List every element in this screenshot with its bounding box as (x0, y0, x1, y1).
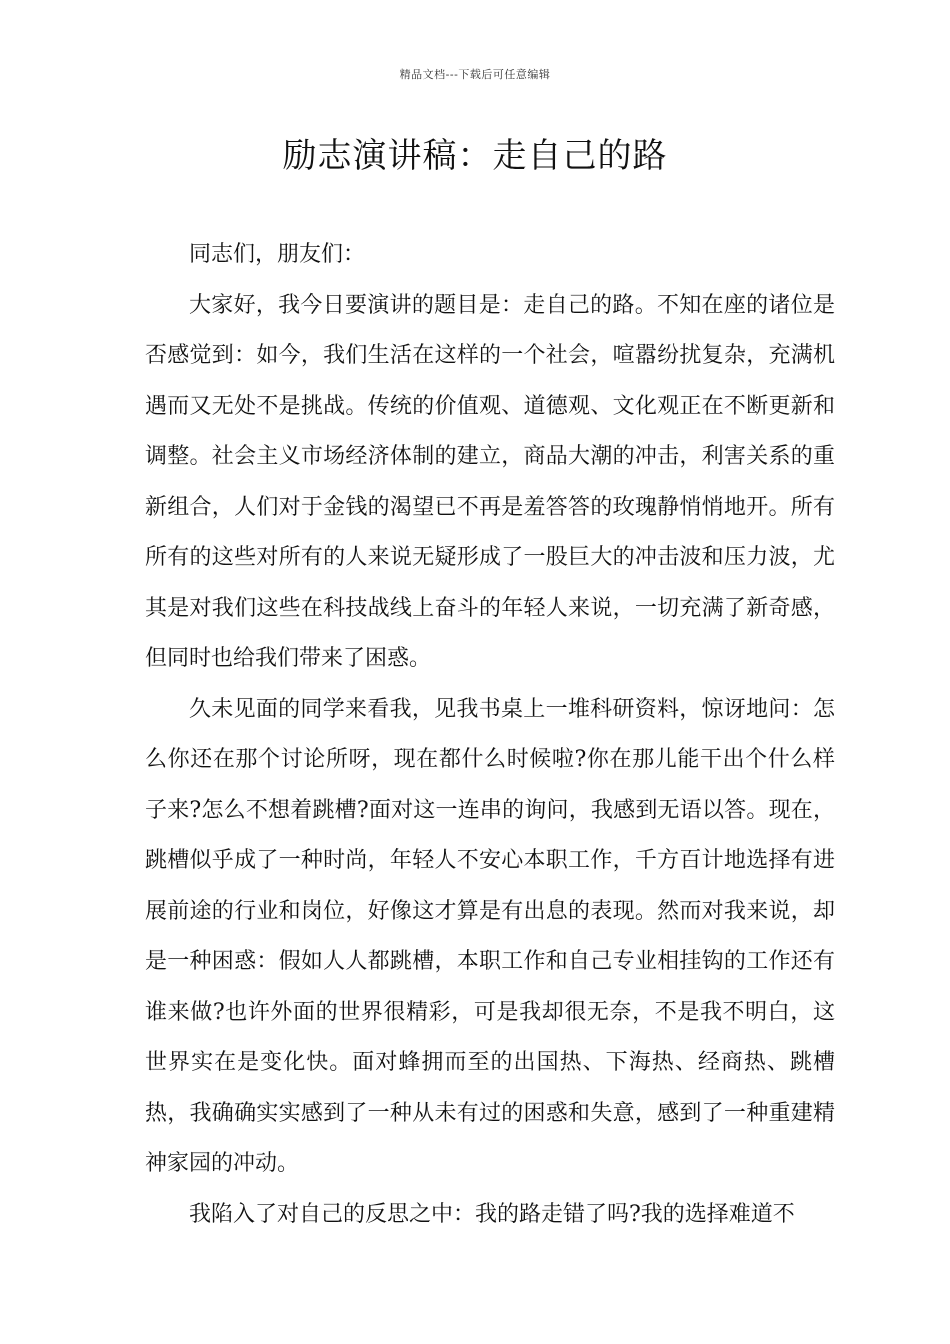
paragraph-intro: 大家好，我今日要演讲的题目是：走自己的路。不知在座的诸位是否感觉到：如今，我们生活在这样的一个社会，喧嚣纷扰复杂，充满机遇而又无处不是挑战。传统的价值观、道德观、文化观正在不断更新和调整。社会主义市场经济体制的建立，商品大潮的冲击，利害关系的重新组合，人们对于金钱的渴望已不再是羞答答的玫瑰静悄悄地开。所有所有的这些对所有的人来说无疑形成了一股巨大的冲击波和压力波，尤其是对我们这些在科技战线上奋斗的年轻人来说，一切充满了新奇感，但同时也给我们带来了困惑。 (145, 292, 835, 671)
document-title: 励志演讲稿：走自己的路 (282, 136, 668, 176)
paragraph-reflection: 我陷入了对自己的反思之中：我的路走错了吗?我的选择难道不 (189, 1201, 795, 1227)
paragraph-greeting: 同志们，朋友们： (189, 242, 366, 267)
document-body (145, 230, 835, 1240)
paragraph-classmate: 久未见面的同学来看我，见我书桌上一堆科研资料，惊讶地问：怎么你还在那个讨论所呀，现在都什么时候啦?你在那儿能干出个什么样子来?怎么不想着跳槽?面对这一连串的询问，我感到无语以答。现在，跳槽似乎成了一种时尚，年轻人不安心本职工作，千方百计地选择有进展前途的行业和岗位，好像这才算是有出息的表现。然而对我来说，却是一种困惑：假如人人都跳槽，本职工作和自己专业相挂钩的工作还有谁来做?也许外面的世界很精彩，可是我却很无奈，不是我不明白，这世界实在是变化快。面对蜂拥而至的出国热、下海热、经商热、跳槽热，我确确实实感到了一种从未有过的困惑和失意，感到了一种重建精神家园的冲动。 (145, 696, 835, 1176)
header-note: 精品文档---下载后可任意编辑 (399, 68, 551, 81)
